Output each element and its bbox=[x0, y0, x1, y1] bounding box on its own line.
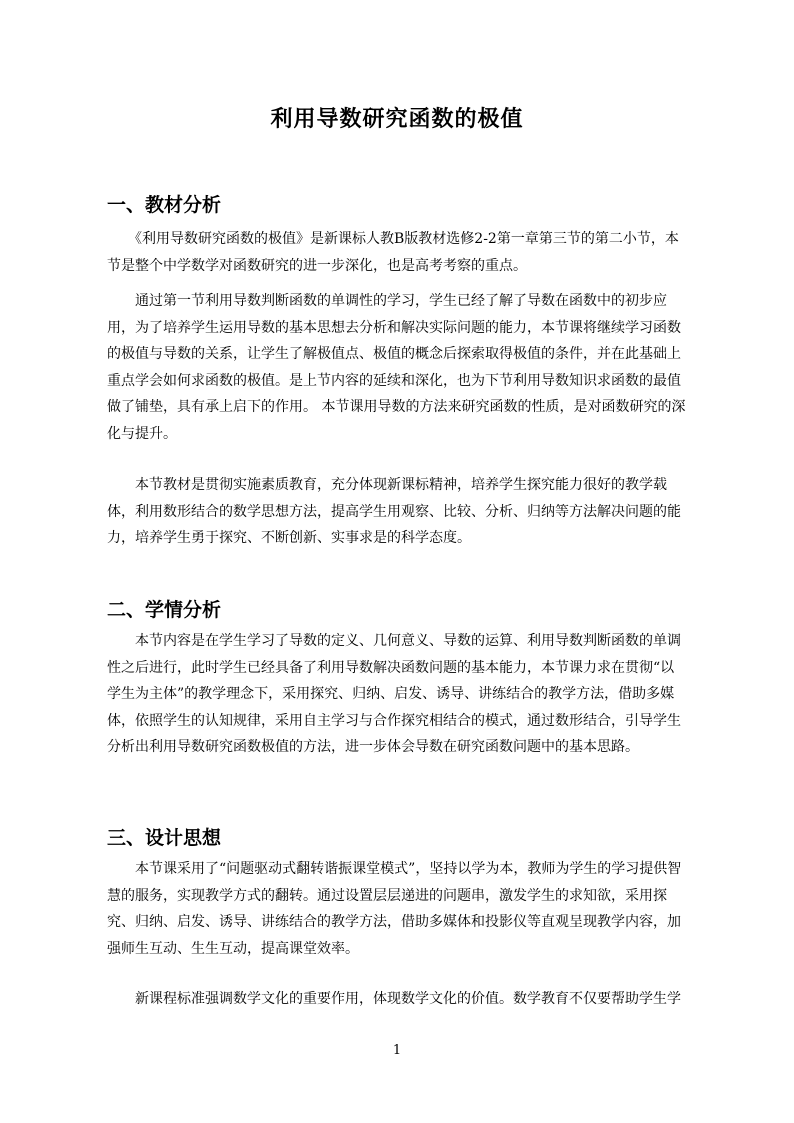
text-line: 节是整个中学数学对函数研究的进一步深化，也是高考考察的重点。 bbox=[107, 257, 527, 274]
paragraph bbox=[107, 856, 687, 962]
text-line: 慧的服务，实现教学方式的翻转。通过设置层层递进的问题串，激发学生的求知欲，采用探 bbox=[107, 887, 667, 904]
paragraph bbox=[107, 472, 687, 552]
text-line: 的极值与导数的关系，让学生了解极值点、极值的概念后探索取得极值的条件，并在此基础上 bbox=[107, 346, 681, 362]
text-line: 通过第一节利用导数判断函数的单调性的学习，学生已经了解了导数在函数中的初步应 bbox=[107, 293, 667, 309]
text-line: 化与提升。 bbox=[107, 425, 177, 442]
section-heading-textbook-analysis: 一、教材分析 bbox=[107, 194, 222, 216]
text-line: 力，培养学生勇于探究、不断创新、实事求是的科学态度。 bbox=[107, 530, 471, 546]
text-line: 做了铺垫，具有承上启下的作用。 本节课用导数的方法来研究函数的性质，是对函数研究的深 bbox=[107, 399, 686, 415]
section-heading-design-idea: 三、设计思想 bbox=[107, 827, 222, 849]
text-line: 新课程标准强调数学文化的重要作用，体现数学文化的价值。数学教育不仅要帮助学生学 bbox=[107, 991, 681, 1007]
text-line: 学生为主体”的教学理念下，采用探究、归纳、启发、诱导、讲练结合的教学方法，借助多媒 bbox=[107, 686, 675, 702]
text-line: 用，为了培养学生运用导数的基本思想去分析和解决实际问题的能力，本节课将继续学习函数 bbox=[107, 319, 681, 336]
paragraph bbox=[107, 226, 687, 279]
page-title: 利用导数研究函数的极值 bbox=[270, 106, 524, 132]
text-line: 分析出利用导数研究函数极值的方法，进一步体会导数在研究函数问题中的基本思路。 bbox=[107, 739, 639, 755]
section-heading-student-analysis: 二、学情分析 bbox=[107, 599, 222, 621]
text-line: 体，利用数形结合的数学思想方法，提高学生用观察、比较、分析、归纳等方法解决问题的能 bbox=[107, 503, 681, 520]
text-line: 本节教材是贯彻实施素质教育，充分体现新课标精神，培养学生探究能力很好的教学载 bbox=[107, 477, 667, 493]
paragraph bbox=[107, 628, 687, 761]
text-line: 强师生互动、生生互动，提高课堂效率。 bbox=[107, 940, 359, 957]
text-line: 性之后进行，此时学生已经具备了利用导数解决函数问题的基本能力，本节课力求在贯彻“以 bbox=[107, 659, 675, 676]
text-line: 究、归纳、启发、诱导、讲练结合的教学方法，借助多媒体和投影仪等直观呈现教学内容，加 bbox=[107, 914, 681, 930]
text-line: 本节内容是在学生学习了导数的定义、几何意义、导数的运算、利用导数判断函数的单调 bbox=[107, 633, 681, 649]
text-line: 《利用导数研究函数的极值》是新课标人教B版教材选修2-2第一章第三节的第二小节，本 bbox=[107, 231, 679, 247]
text-line: 重点学会如何求函数的极值。是上节内容的延续和深化，也为下节利用导数知识求函数的最值 bbox=[107, 372, 681, 389]
paragraph bbox=[107, 288, 687, 447]
text-line: 本节课采用了“问题驱动式翻转谐振课堂模式”，坚持以学为本，教师为学生的学习提供智 bbox=[107, 861, 682, 877]
text-line: 体，依照学生的认知规律，采用自主学习与合作探究相结合的模式，通过数形结合，引导学生 bbox=[107, 712, 681, 729]
page-number: 1 bbox=[392, 1043, 402, 1058]
paragraph bbox=[107, 986, 687, 1013]
